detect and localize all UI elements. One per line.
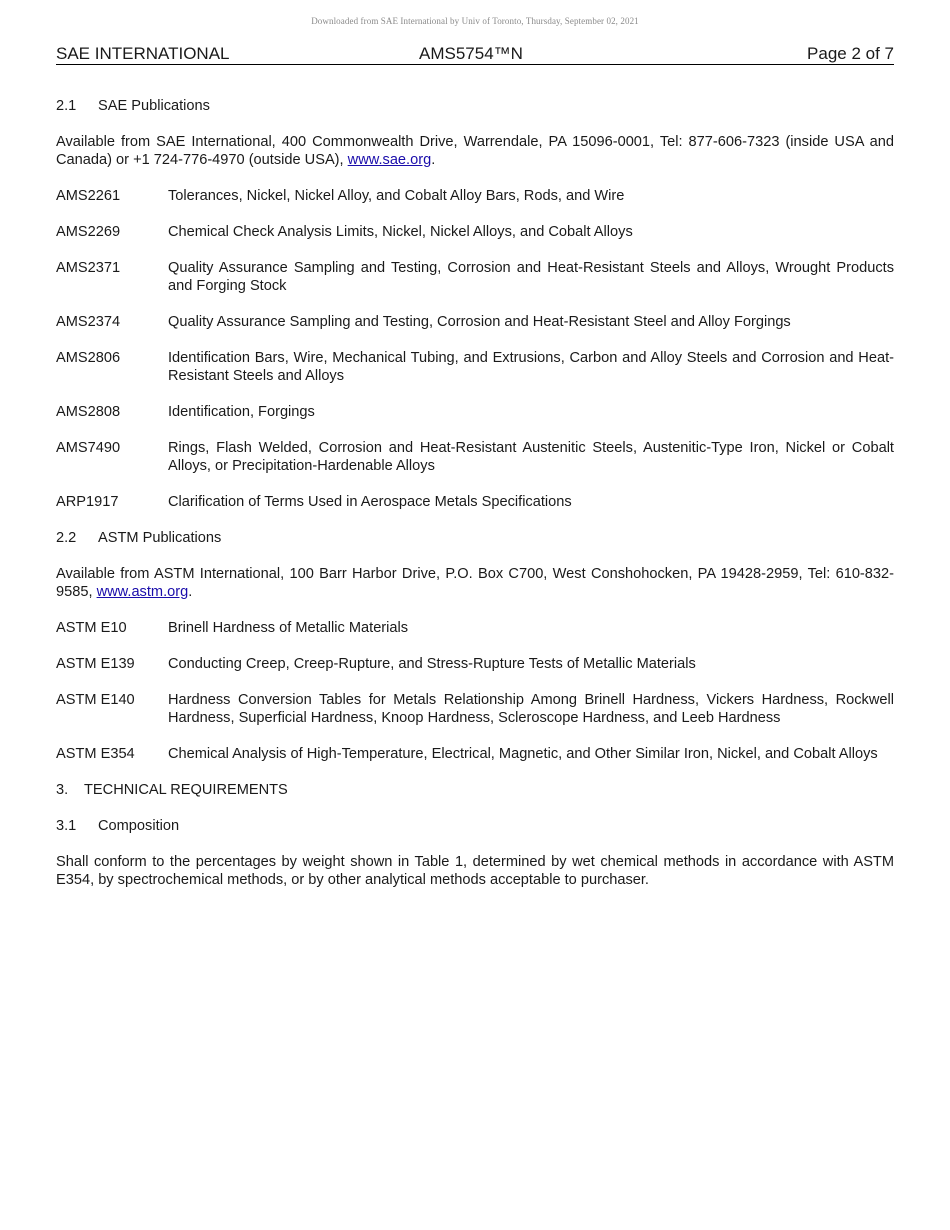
reference-code: AMS2269 [56, 224, 121, 240]
section-2-1-heading [56, 97, 894, 115]
header-publisher: SAE INTERNATIONAL [56, 44, 230, 63]
section-number: 3.1 [56, 818, 77, 834]
reference-title: Identification, Forgings [168, 404, 315, 420]
reference-code: ASTM E139 [56, 656, 135, 672]
reference-item [56, 259, 894, 295]
reference-item [56, 619, 894, 637]
section-number: 2.1 [56, 98, 77, 114]
section-3-1-heading [56, 817, 894, 835]
section-number: 2.2 [56, 530, 77, 546]
reference-title: Clarification of Terms Used in Aerospace Metals Specifications [168, 494, 572, 510]
reference-title: Quality Assurance Sampling and Testing, Corrosion and Heat-Resistant Steels and Alloys, Wrought Products and Forging Stock [168, 260, 894, 294]
reference-title: Rings, Flash Welded, Corrosion and Heat-Resistant Austenitic Steels, Austenitic-Type Iron, Nickel or Cobalt Alloys, or Precipitation-Hardenable Alloys [168, 440, 894, 474]
reference-title: Tolerances, Nickel, Nickel Alloy, and Cobalt Alloy Bars, Rods, and Wire [168, 188, 625, 204]
reference-item [56, 187, 894, 205]
reference-code: AMS2806 [56, 350, 121, 366]
reference-code: AMS2261 [56, 188, 121, 204]
reference-item [56, 403, 894, 421]
section-title: ASTM Publications [98, 530, 222, 546]
header-document-number: AMS5754™N [419, 44, 523, 63]
section-title: Composition [98, 818, 180, 834]
reference-code: ASTM E354 [56, 746, 135, 762]
composition-paragraph: Shall conform to the percentages by weight shown in Table 1, determined by wet chemical methods in accordance with ASTM E354, by spectrochemical methods, or by other analytical methods acceptable to purchaser. [56, 854, 894, 888]
reference-code: ASTM E10 [56, 620, 127, 636]
reference-code: ARP1917 [56, 494, 119, 510]
reference-item [56, 745, 894, 763]
page-header [56, 44, 894, 65]
reference-title: Conducting Creep, Creep-Rupture, and Stress-Rupture Tests of Metallic Materials [168, 656, 696, 672]
reference-code: ASTM E140 [56, 692, 135, 708]
reference-item [56, 349, 894, 385]
paragraph-end: . [431, 152, 436, 168]
reference-code: AMS7490 [56, 440, 121, 456]
astm-website-link[interactable]: www.astm.org [96, 584, 189, 600]
astm-availability-paragraph [56, 565, 894, 601]
reference-title: Identification Bars, Wire, Mechanical Tubing, and Extrusions, Carbon and Alloy Steels and Corrosion and Heat-Resistant Steels and Alloys [168, 350, 894, 384]
reference-code: AMS2374 [56, 314, 121, 330]
header-page-number: Page 2 of 7 [807, 44, 894, 63]
reference-item [56, 655, 894, 673]
reference-item [56, 691, 894, 727]
section-title: SAE Publications [98, 98, 210, 114]
reference-item [56, 223, 894, 241]
sae-website-link[interactable]: www.sae.org [347, 152, 432, 168]
reference-title: Chemical Check Analysis Limits, Nickel, Nickel Alloys, and Cobalt Alloys [168, 224, 633, 240]
sae-availability-paragraph [56, 133, 894, 169]
section-number: 3. [56, 782, 69, 798]
reference-title: Chemical Analysis of High-Temperature, Electrical, Magnetic, and Other Similar Iron, Nickel, and Cobalt Alloys [168, 746, 878, 762]
document-body [56, 97, 894, 907]
reference-title: Hardness Conversion Tables for Metals Relationship Among Brinell Hardness, Vickers Hardness, Rockwell Hardness, Superficial Hardness, Knoop Hardness, Scleroscope Hardness, and Leeb Hardness [168, 692, 894, 726]
section-3-heading [56, 781, 894, 799]
paragraph-end: . [188, 584, 193, 600]
reference-item [56, 439, 894, 475]
section-title: TECHNICAL REQUIREMENTS [84, 782, 288, 798]
section-2-2-heading [56, 529, 894, 547]
reference-item [56, 493, 894, 511]
download-watermark: Downloaded from SAE International by Univ of Toronto, Thursday, September 02, 2021 [311, 16, 639, 26]
reference-item [56, 313, 894, 331]
reference-code: AMS2808 [56, 404, 121, 420]
reference-title: Quality Assurance Sampling and Testing, Corrosion and Heat-Resistant Steel and Alloy Forgings [168, 314, 791, 330]
reference-title: Brinell Hardness of Metallic Materials [168, 620, 409, 636]
paragraph-text: Available from SAE International, 400 Commonwealth Drive, Warrendale, PA 15096-0001, Tel: 877-606-7323 (inside USA and Canada) or +1 724-776-4970 (outside USA), [56, 134, 894, 168]
paragraph-text: Available from ASTM International, 100 Barr Harbor Drive, P.O. Box C700, West Conshohocken, PA 19428-2959, Tel: 610-832-9585, [56, 566, 894, 600]
reference-code: AMS2371 [56, 260, 121, 276]
